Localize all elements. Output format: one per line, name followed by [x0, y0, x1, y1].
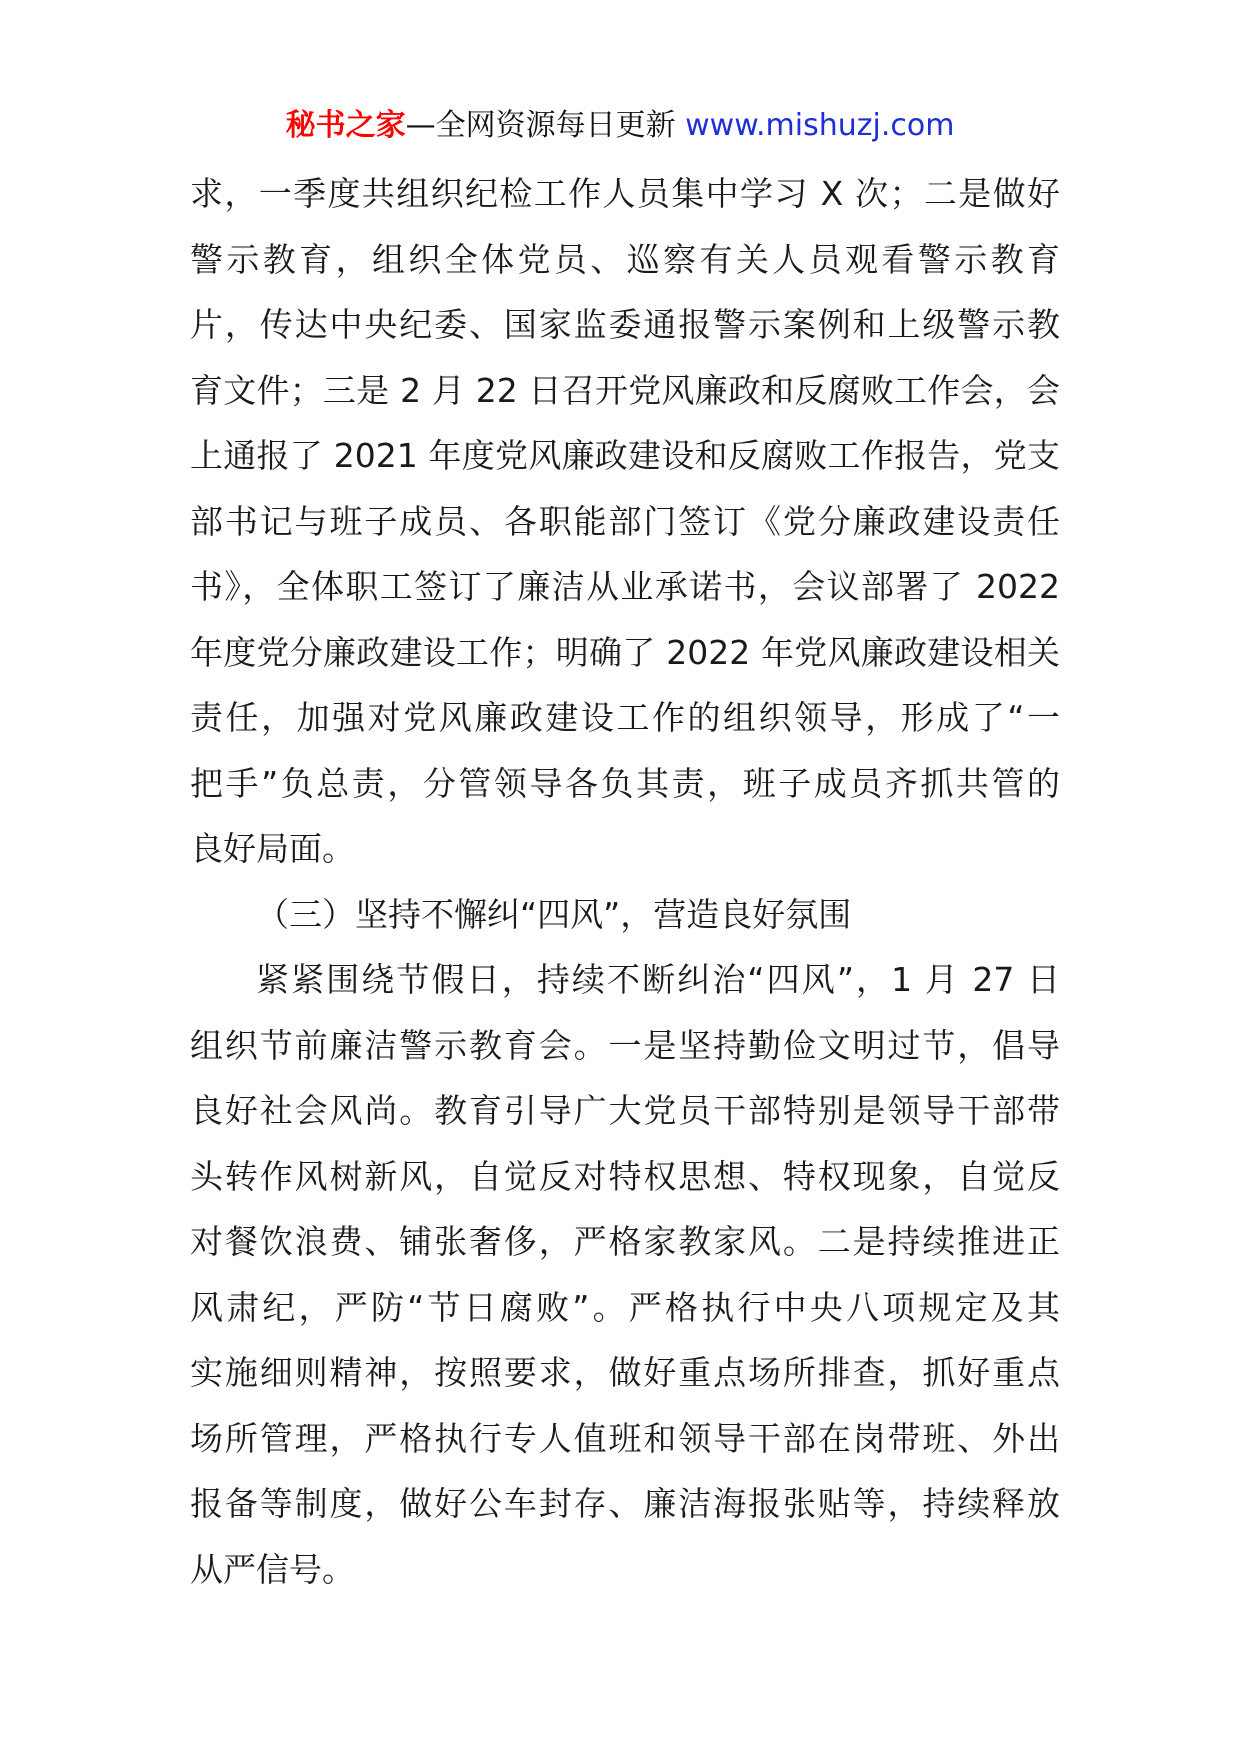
- text-line: 把手”负总责，分管领导各负其责，班子成员齐抓共管的: [190, 763, 1060, 803]
- text-line: 责任，加强对党风廉政建设工作的组织领导，形成了“一: [190, 698, 1060, 737]
- text-line: 报备等制度，做好公车封存、廉洁海报张贴等，持续释放: [190, 1484, 1060, 1523]
- document-body: [190, 161, 1060, 1602]
- text-line: 风肃纪，严防“节日腐败”。严格执行中央八项规定及其: [190, 1287, 1060, 1327]
- text-line: 警示教育，组织全体党员、巡察有关人员观看警示教育: [190, 239, 1060, 279]
- text-line: 头转作风树新风，自觉反对特权思想、特权现象，自觉反: [190, 1156, 1060, 1196]
- text-line: 对餐饮浪费、铺张奢侈，严格家教家风。二是持续推进正: [190, 1222, 1060, 1261]
- text-line: 育文件；三是 2 月 22 日召开党风廉政和反腐败工作会，会: [190, 370, 1060, 410]
- text-line: 组织节前廉洁警示教育会。一是坚持勤俭文明过节，倡导: [190, 1025, 1060, 1065]
- brand-name: 秘书之家: [285, 108, 406, 143]
- text-line: 年度党分廉政建设工作；明确了 2022 年党风廉政建设相关: [190, 632, 1060, 672]
- page-header: [0, 104, 1240, 148]
- text-line: 求，一季度共组织纪检工作人员集中学习 X 次；二是做好: [190, 174, 1060, 213]
- text-line: 紧紧围绕节假日，持续不断纠治“四风”，1 月 27 日: [256, 960, 1060, 999]
- text-line: 部书记与班子成员、各职能部门签订《党分廉政建设责任: [190, 501, 1060, 541]
- text-line: 片，传达中央纪委、国家监委通报警示案例和上级警示教: [190, 305, 1060, 344]
- text-line: 良好局面。: [190, 829, 355, 868]
- website-url: www.mishuzj.com: [685, 108, 955, 143]
- text-line: 书》，全体职工签订了廉洁从业承诺书，会议部署了 2022: [190, 567, 1060, 606]
- text-line: 从严信号。: [190, 1549, 355, 1589]
- text-line: 良好社会风尚。教育引导广大党员干部特别是领导干部带: [190, 1091, 1060, 1130]
- text-line: 上通报了 2021 年度党风廉政建设和反腐败工作报告，党支: [190, 436, 1060, 475]
- text-line: 场所管理，严格执行专人值班和领导干部在岗带班、外出: [190, 1418, 1060, 1458]
- text-line: （三）坚持不懈纠“四风”，营造良好氛围: [256, 894, 852, 934]
- text-line: 实施细则精神，按照要求，做好重点场所排查，抓好重点: [190, 1353, 1060, 1392]
- header-slogan: —全网资源每日更新: [405, 108, 686, 143]
